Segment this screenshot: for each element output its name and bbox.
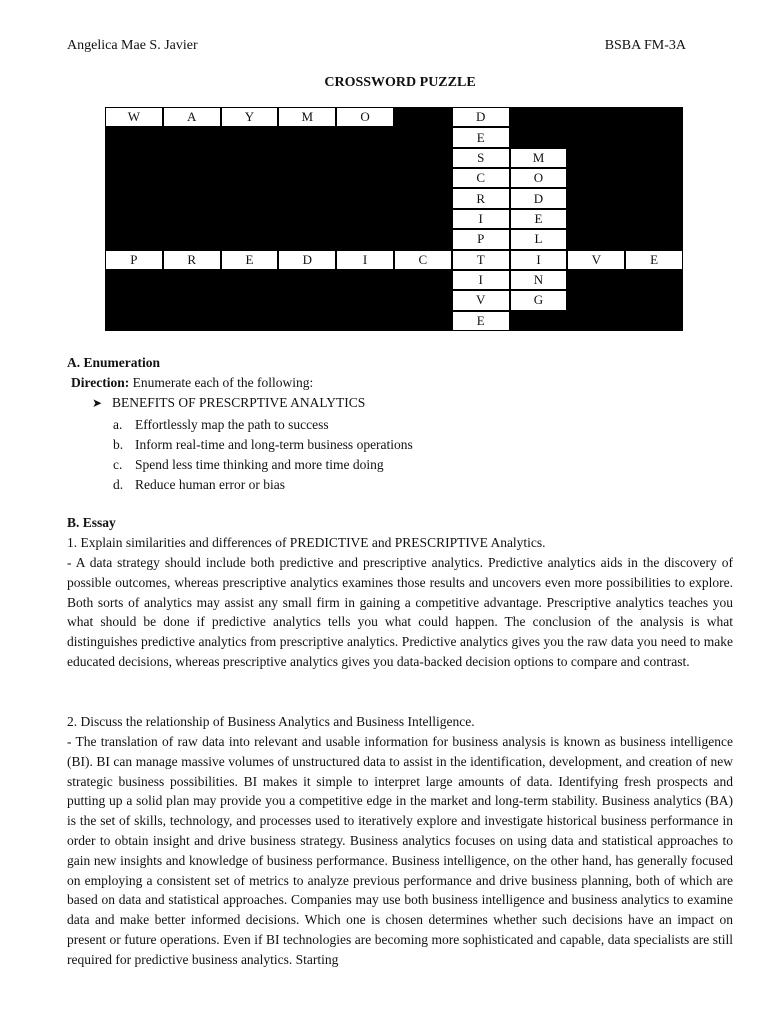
crossword-blank-cell [105, 290, 163, 310]
essay-question-1: 1. Explain similarities and differences of PREDICTIVE and PRESCRIPTIVE Analytics. [67, 535, 546, 550]
crossword-letter-cell: I [336, 250, 394, 270]
arrow-bullet-icon: ➤ [92, 396, 103, 410]
crossword-letter-cell: E [452, 311, 510, 331]
crossword-blank-cell [163, 311, 221, 331]
crossword-letter-cell: D [510, 188, 568, 208]
crossword-blank-cell [625, 148, 683, 168]
crossword-letter-cell: E [510, 209, 568, 229]
crossword-blank-cell [394, 229, 452, 249]
list-text: Reduce human error or bias [135, 477, 285, 492]
crossword-blank-cell [336, 270, 394, 290]
crossword-letter-cell: E [221, 250, 279, 270]
crossword-blank-cell [221, 229, 279, 249]
crossword-blank-cell [510, 311, 568, 331]
essay-answer-1: - A data strategy should include both predictive and prescriptive analytics. Predictive analytics aids in the discovery of possible outcomes, whereas prescriptive analytics examines those results and uncovers even more possibilities to explore. Both sorts of analytics may assist any small firm in gaining a competitive advantage. Prescriptive analytics teaches you what should be done if predictive analytics tells you what could happen. The conclusion of the analysis is what distinguishes predictive analytics from prescriptive analytics. Predictive analytics gives you the raw data you need to make educated decisions, whereas prescriptive analytics gives you data-backed decision options to compare and contrast. [67, 555, 733, 669]
direction-line [71, 375, 737, 391]
crossword-blank-cell [163, 188, 221, 208]
crossword-grid [105, 107, 683, 331]
crossword-blank-cell [336, 148, 394, 168]
crossword-blank-cell [510, 107, 568, 127]
crossword-blank-cell [336, 127, 394, 147]
crossword-blank-cell [278, 209, 336, 229]
crossword-blank-cell [105, 168, 163, 188]
crossword-letter-cell: D [278, 250, 336, 270]
crossword-letter-cell: I [510, 250, 568, 270]
crossword-blank-cell [278, 148, 336, 168]
crossword-letter-cell: T [452, 250, 510, 270]
crossword-blank-cell [567, 107, 625, 127]
crossword-letter-cell: C [394, 250, 452, 270]
crossword-blank-cell [163, 290, 221, 310]
crossword-letter-cell: V [452, 290, 510, 310]
crossword-letter-cell: I [452, 209, 510, 229]
crossword-blank-cell [394, 290, 452, 310]
benefits-list [113, 415, 413, 495]
crossword-letter-cell: M [278, 107, 336, 127]
list-marker: a. [113, 417, 123, 432]
crossword-blank-cell [625, 188, 683, 208]
crossword-blank-cell [567, 127, 625, 147]
crossword-blank-cell [278, 270, 336, 290]
direction-label: Direction: [71, 375, 130, 390]
crossword-blank-cell [394, 148, 452, 168]
list-text: Spend less time thinking and more time doing [135, 457, 384, 472]
crossword-blank-cell [278, 311, 336, 331]
crossword-blank-cell [105, 127, 163, 147]
crossword-blank-cell [278, 229, 336, 249]
crossword-letter-cell: M [510, 148, 568, 168]
crossword-letter-cell: N [510, 270, 568, 290]
crossword-letter-cell: Y [221, 107, 279, 127]
crossword-blank-cell [163, 148, 221, 168]
crossword-blank-cell [163, 270, 221, 290]
crossword-blank-cell [221, 290, 279, 310]
crossword-blank-cell [105, 270, 163, 290]
crossword-blank-cell [278, 127, 336, 147]
crossword-letter-cell: C [452, 168, 510, 188]
crossword-letter-cell: E [625, 250, 683, 270]
class-section: BSBA FM-3A [604, 38, 686, 53]
crossword-blank-cell [567, 311, 625, 331]
crossword-letter-cell: G [510, 290, 568, 310]
crossword-blank-cell [625, 127, 683, 147]
list-marker: d. [113, 477, 124, 492]
crossword-blank-cell [105, 209, 163, 229]
crossword-blank-cell [394, 188, 452, 208]
topic-label: BENEFITS OF PRESCRPTIVE ANALYTICS [112, 395, 366, 410]
crossword-blank-cell [221, 127, 279, 147]
crossword-letter-cell: O [336, 107, 394, 127]
crossword-blank-cell [278, 290, 336, 310]
crossword-blank-cell [510, 127, 568, 147]
crossword-blank-cell [278, 168, 336, 188]
crossword-blank-cell [221, 148, 279, 168]
crossword-blank-cell [221, 270, 279, 290]
crossword-blank-cell [105, 148, 163, 168]
crossword-letter-cell: I [452, 270, 510, 290]
crossword-letter-cell: D [452, 107, 510, 127]
crossword-blank-cell [336, 290, 394, 310]
enumeration-heading: A. Enumeration [67, 355, 161, 370]
crossword-blank-cell [625, 311, 683, 331]
list-item [113, 475, 413, 495]
direction-text: Enumerate each of the following: [129, 375, 314, 390]
crossword-blank-cell [336, 311, 394, 331]
crossword-letter-cell: V [567, 250, 625, 270]
crossword-blank-cell [625, 229, 683, 249]
crossword-blank-cell [336, 229, 394, 249]
crossword-blank-cell [221, 311, 279, 331]
crossword-blank-cell [567, 270, 625, 290]
crossword-blank-cell [105, 188, 163, 208]
crossword-blank-cell [625, 290, 683, 310]
crossword-letter-cell: L [510, 229, 568, 249]
crossword-blank-cell [567, 148, 625, 168]
list-item [113, 415, 413, 435]
crossword-blank-cell [625, 270, 683, 290]
crossword-letter-cell: P [105, 250, 163, 270]
crossword-blank-cell [394, 107, 452, 127]
crossword-blank-cell [567, 290, 625, 310]
crossword-blank-cell [336, 209, 394, 229]
crossword-letter-cell: A [163, 107, 221, 127]
crossword-letter-cell: R [163, 250, 221, 270]
crossword-blank-cell [221, 168, 279, 188]
list-marker: c. [113, 457, 123, 472]
crossword-blank-cell [163, 168, 221, 188]
list-item [113, 455, 413, 475]
list-item [113, 435, 413, 455]
list-text: Inform real-time and long-term business operations [135, 437, 413, 452]
crossword-letter-cell: R [452, 188, 510, 208]
crossword-blank-cell [394, 127, 452, 147]
crossword-blank-cell [105, 311, 163, 331]
crossword-letter-cell: W [105, 107, 163, 127]
crossword-blank-cell [221, 188, 279, 208]
crossword-blank-cell [163, 127, 221, 147]
crossword-blank-cell [163, 229, 221, 249]
crossword-blank-cell [394, 168, 452, 188]
crossword-blank-cell [567, 209, 625, 229]
list-text: Effortlessly map the path to success [135, 417, 329, 432]
crossword-blank-cell [336, 188, 394, 208]
crossword-blank-cell [163, 209, 221, 229]
crossword-blank-cell [394, 270, 452, 290]
crossword-blank-cell [278, 188, 336, 208]
student-name: Angelica Mae S. Javier [67, 38, 198, 53]
crossword-blank-cell [567, 229, 625, 249]
crossword-blank-cell [567, 188, 625, 208]
crossword-blank-cell [625, 209, 683, 229]
crossword-blank-cell [221, 209, 279, 229]
crossword-blank-cell [625, 168, 683, 188]
crossword-blank-cell [105, 229, 163, 249]
crossword-letter-cell: S [452, 148, 510, 168]
crossword-letter-cell: P [452, 229, 510, 249]
essay-heading: B. Essay [67, 515, 116, 530]
essay-question-2: 2. Discuss the relationship of Business Analytics and Business Intelligence. [67, 714, 475, 729]
crossword-blank-cell [567, 168, 625, 188]
crossword-blank-cell [625, 107, 683, 127]
crossword-blank-cell [336, 168, 394, 188]
enumeration-topic [92, 395, 365, 411]
crossword-letter-cell: E [452, 127, 510, 147]
list-marker: b. [113, 437, 124, 452]
crossword-letter-cell: O [510, 168, 568, 188]
essay-answer-2: - The translation of raw data into relevant and usable information for business analysis is known as business intelligence (BI). BI can manage massive volumes of unstructured data to assist in the identification, development, and creation of new strategic business possibilities. BI makes it simple to interpret large amounts of data. Identifying fresh prospects and putting up a solid plan may provide you a competitive edge in the market and long-term stability. Business analytics (BA) is the set of skills, technology, and processes used to iteratively explore and investigate historical business performance in order to obtain insight and drive business strategy. Business analytics focuses on using data and statistical approaches to gain new insights and knowledge of business performance. Business intelligence, on the other hand, has generally focused on employing a consistent set of metrics to analyze previous performance and drive business planning, both of which are based on data and statistical approaches. Companies may use both business intelligence and business analytics to examine data and make better informed decisions. Which one is chosen determines whether such decisions have an impact on present or future operations. Even if BI technologies are becoming more sophisticated and capable, data specialists are still required for predictive business analytics. Starting [67, 734, 733, 967]
crossword-blank-cell [394, 209, 452, 229]
crossword-blank-cell [394, 311, 452, 331]
page-title: CROSSWORD PUZZLE [324, 75, 476, 90]
